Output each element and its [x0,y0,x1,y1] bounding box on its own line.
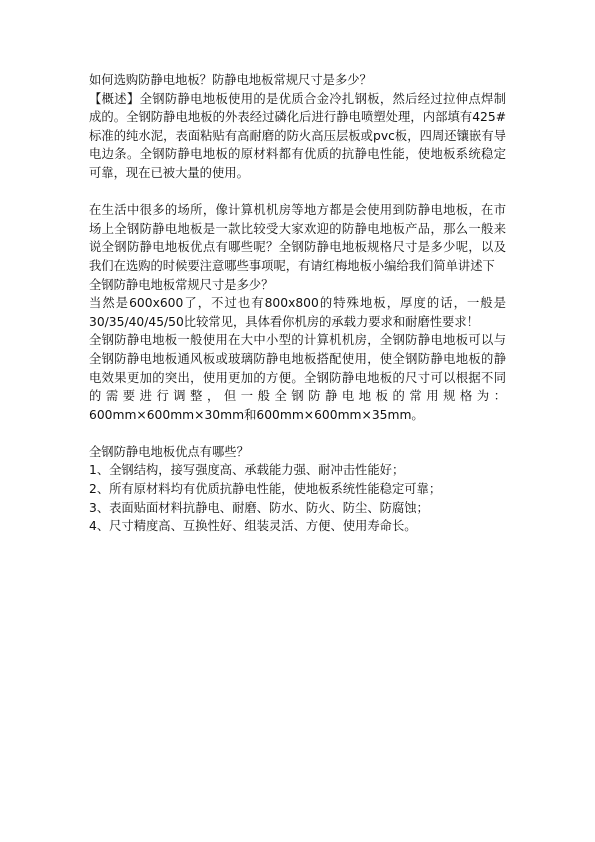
size-detail-paragraph: 全钢防静电地板一般使用在大中小型的计算机机房，全钢防静电地板可以与全钢防静电地板通风板或玻璃防静电地板搭配使用，使全钢防静电地板的静电效果更加的突出，使用更加的方便。全钢防静电地板的尺寸可以根据不同的需要进行调整，但一般全钢防静电地板的常用规格为：600mm×600mm×30mm和600mm×600mm×35mm。 [89,333,506,422]
advantages-heading: 全钢防静电地板优点有哪些？ [89,444,249,459]
summary-paragraph: 【概述】全钢防静电地板使用的是优质合金冷扎钢板，然后经过拉伸点焊制成的。全钢防静电地板的外表经过磷化后进行静电喷塑处理，内部填有425#标准的纯水泥，表面粘贴有高耐磨的防火高压层板或pvc板，四周还镶嵌有导电边条。全钢防静电地板的原材料都有优质的抗静电性能，使地板系统稳定可靠，现在已被大量的使用。 [89,91,506,180]
advantage-item-1: 1、全钢结构，接写强度高、承载能力强、耐冲击性能好； [89,463,405,478]
advantage-item-4: 4、尺寸精度高、互换性好、组装灵活、方便、使用寿命长。 [89,519,417,534]
paragraph-gap [89,183,506,202]
advantage-item-3: 3、表面贴面材料抗静电、耐磨、防水、防火、防尘、防腐蚀； [89,500,429,515]
article-body [89,71,506,536]
article-title: 如何选购防静电地板？防静电地板常规尺寸是多少？ [89,73,372,87]
size-heading: 全钢防静电地板常规尺寸是多少？ [89,277,274,292]
advantage-item-2: 2、所有原材料均有优质抗静电性能，使地板系统性能稳定可靠； [89,482,442,497]
paragraph-gap [89,424,506,443]
size-answer-paragraph: 当然是600x600了，不过也有800x800的特殊地板，厚度的话，一般是30/35/40/45/50比较常见，具体看你机房的承载力要求和耐磨性要求！ [89,296,506,329]
intro-paragraph: 在生活中很多的场所，像计算机机房等地方都是会使用到防静电地板，在市场上全钢防静电地板是一款比较受大家欢迎的防静电地板产品，那么一般来说全钢防静电地板优点有哪些呢？全钢防静电地板规格尺寸是多少呢，以及我们在选购的时候要注意哪些事项呢，有请红梅地板小编给我们简单讲述下 [89,203,506,273]
